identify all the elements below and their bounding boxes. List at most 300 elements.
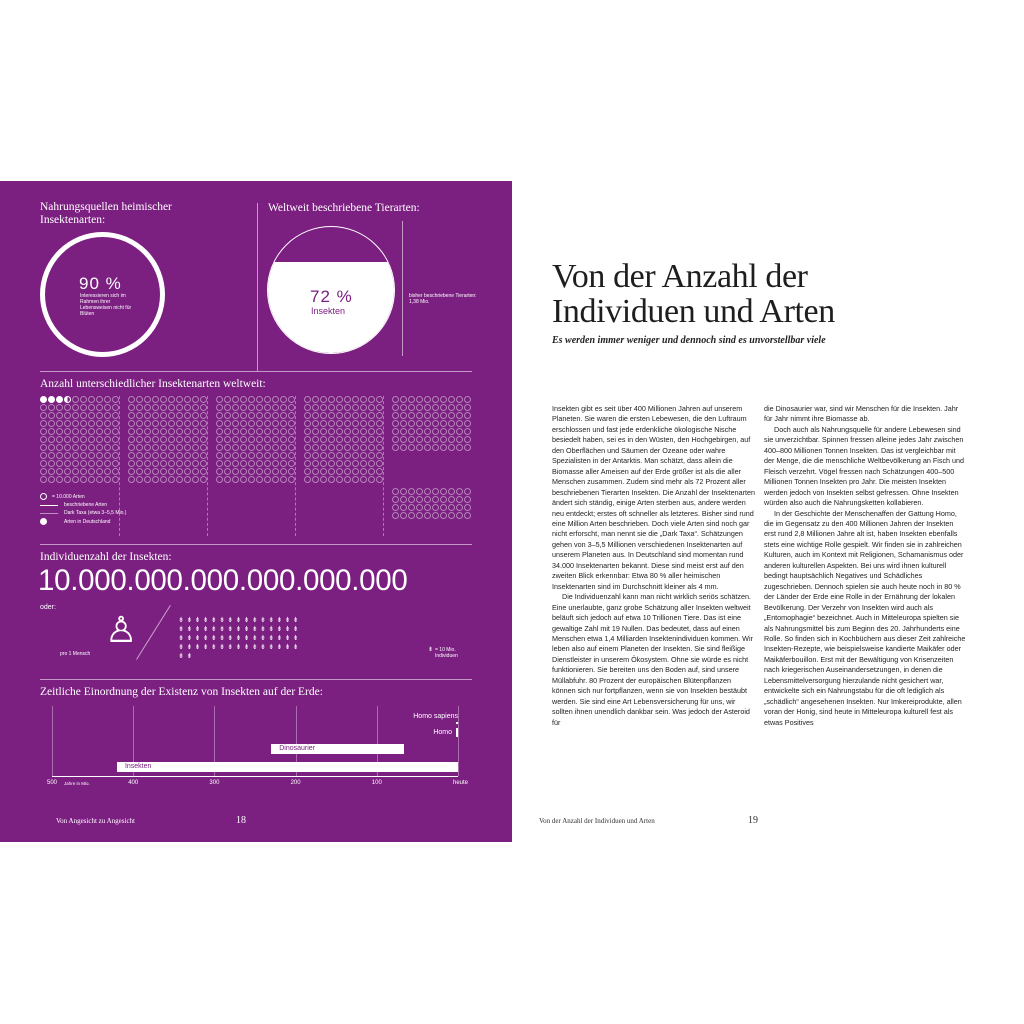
insect-pictogram: ⇟ xyxy=(235,617,242,624)
species-dot xyxy=(160,460,167,467)
species-dot xyxy=(432,396,439,403)
insect-pictogram: ⇟ xyxy=(186,626,193,633)
species-dot xyxy=(264,444,271,451)
species-dot xyxy=(344,404,351,411)
species-dot xyxy=(160,452,167,459)
species-dot xyxy=(72,468,79,475)
species-dot xyxy=(104,412,111,419)
food-sources-percent: 90 % xyxy=(79,274,122,293)
species-dot xyxy=(128,412,135,419)
timeline-bar xyxy=(456,728,458,737)
insect-pictogram: ⇟ xyxy=(219,635,225,642)
species-dot xyxy=(248,404,255,411)
species-dot xyxy=(160,420,167,427)
legend-germany: Arten in Deutschland xyxy=(64,519,111,525)
species-dot xyxy=(112,452,119,459)
species-dot xyxy=(56,396,63,403)
species-dot xyxy=(48,396,55,403)
species-dot xyxy=(104,460,111,467)
species-dot xyxy=(344,468,351,475)
species-dot xyxy=(256,420,263,427)
species-dot xyxy=(256,436,263,443)
species-dot xyxy=(344,412,351,419)
species-dot xyxy=(432,412,439,419)
species-dot xyxy=(176,452,183,459)
insect-pictogram: ⇟ xyxy=(219,626,225,633)
species-dot xyxy=(288,420,295,427)
species-dot xyxy=(96,396,103,403)
species-dot xyxy=(456,420,463,427)
species-dot xyxy=(392,420,399,427)
species-dot xyxy=(368,404,375,411)
species-dot xyxy=(128,436,135,443)
species-dot xyxy=(352,428,359,435)
species-dot xyxy=(352,412,359,419)
species-dot xyxy=(280,404,287,411)
species-dot xyxy=(464,412,471,419)
species-dot xyxy=(48,476,55,483)
species-dot xyxy=(400,428,407,435)
species-dot xyxy=(448,504,455,511)
species-dot xyxy=(248,436,255,443)
insect-pictogram: ⇟ xyxy=(260,626,266,633)
species-dot xyxy=(320,404,327,411)
species-dot xyxy=(464,444,471,451)
right-page-article xyxy=(512,181,1024,842)
species-dot xyxy=(304,452,311,459)
species-dot xyxy=(272,412,279,419)
species-dot xyxy=(360,444,367,451)
species-dot xyxy=(408,428,415,435)
species-dot xyxy=(400,496,407,503)
species-dot xyxy=(304,396,311,403)
species-dot xyxy=(336,468,343,475)
species-dot xyxy=(368,396,375,403)
species-dot xyxy=(168,444,175,451)
species-dot xyxy=(440,412,447,419)
species-dot xyxy=(200,452,207,459)
species-dot xyxy=(368,460,375,467)
species-dot xyxy=(264,404,271,411)
species-dot xyxy=(144,396,151,403)
species-dot xyxy=(136,420,143,427)
species-dot xyxy=(320,412,327,419)
species-dot xyxy=(232,428,239,435)
species-title: Weltweit beschriebene Tierarten: xyxy=(268,202,420,214)
species-dot xyxy=(416,496,423,503)
insect-pictogram: ⇟ xyxy=(227,626,234,633)
species-dot xyxy=(48,404,55,411)
species-dot xyxy=(152,452,159,459)
species-dot xyxy=(184,428,191,435)
species-dot xyxy=(224,460,231,467)
species-dot xyxy=(432,504,439,511)
species-dot xyxy=(200,444,207,451)
dot-grid-block xyxy=(40,396,119,483)
divider-vertical xyxy=(257,203,258,371)
species-dot xyxy=(256,444,263,451)
species-dot xyxy=(400,488,407,495)
species-dot xyxy=(408,444,415,451)
species-dot xyxy=(112,476,119,483)
species-dot xyxy=(344,436,351,443)
species-dot xyxy=(176,404,183,411)
species-dot xyxy=(96,420,103,427)
timeline-tick-label: 400 xyxy=(128,780,139,786)
species-dot xyxy=(320,452,327,459)
slash-divider xyxy=(136,605,171,660)
species-dot xyxy=(168,476,175,483)
species-dot xyxy=(64,412,71,419)
species-dot xyxy=(232,404,239,411)
insect-pictogram: ⇟ xyxy=(268,635,275,642)
species-dot xyxy=(424,396,431,403)
species-dot xyxy=(392,396,399,403)
species-dot xyxy=(144,436,151,443)
species-dot xyxy=(288,444,295,451)
species-dot xyxy=(200,420,207,427)
species-dot xyxy=(336,452,343,459)
species-dot xyxy=(248,476,255,483)
species-dot xyxy=(312,444,319,451)
species-dot xyxy=(232,452,239,459)
insect-pictogram: ⇟ xyxy=(292,617,299,624)
species-dot xyxy=(272,476,279,483)
species-dot xyxy=(344,460,351,467)
species-dot xyxy=(376,444,383,451)
timeline-tick-label: 200 xyxy=(290,780,301,786)
species-dot xyxy=(288,404,295,411)
species-dot xyxy=(352,420,359,427)
article-title xyxy=(552,259,835,329)
species-dot xyxy=(424,504,431,511)
species-dot xyxy=(64,404,71,411)
species-dot xyxy=(352,444,359,451)
species-dot xyxy=(200,468,207,475)
species-dot xyxy=(72,412,79,419)
species-dot xyxy=(256,460,263,467)
species-dot xyxy=(200,476,207,483)
species-dot xyxy=(88,436,95,443)
species-dot xyxy=(312,468,319,475)
species-dot xyxy=(240,404,247,411)
insect-pictogram: ⇟ xyxy=(186,635,193,642)
species-dot xyxy=(72,476,79,483)
species-dot xyxy=(216,436,223,443)
species-dot xyxy=(280,460,287,467)
species-dot xyxy=(280,396,287,403)
species-dot xyxy=(72,452,79,459)
species-dot xyxy=(160,396,167,403)
species-dot xyxy=(128,404,135,411)
species-dot xyxy=(448,496,455,503)
species-dot xyxy=(160,412,167,419)
species-dot xyxy=(288,396,295,403)
species-dot xyxy=(64,460,71,467)
species-dot xyxy=(344,420,351,427)
species-dot xyxy=(392,436,399,443)
col1-paragraph-2: Die Individuenzahl kann man nicht wirklich seriös schätzen. Eine unerlaubte, ganz grobe Schätzung aller Insekten weltweit beläuft sich jedoch auf etwa 10 Trillionen Tiere. Das ist eine gewaltige Zahl mit 19 Nullen. Das bedeutet, dass auf einen Menschen etwa 1,4 Milliarden Insektenindividuen kommen. Wir leben also auf einem Planeten der Insekten. Sie sind fleißige Dienstleister in unserem Ökosystem. Ohne sie würde es nicht funktionieren. Sie bereiten uns den Boden auf, sind unsere Müllabfuhr. 80 Prozent der europäischen Blütenpflanzen können sich nur fortpflanzen, wenn sie von Insekten bestäubt werden. Sie sind eine Art Lebensversicherung für uns, wir sollten ihnen unendlich dankbar sein. Was jedoch der Asteroid für xyxy=(552,592,753,727)
species-dot xyxy=(352,476,359,483)
species-dot xyxy=(232,420,239,427)
insect-pictogram: ⇟ xyxy=(186,644,193,651)
food-sources-caption: Interessieren sich im Rahmen ihrer Lebensweisen nicht für Blüten xyxy=(80,293,132,317)
species-dot xyxy=(440,428,447,435)
species-dot xyxy=(256,468,263,475)
insect-pictogram: ⇟ xyxy=(178,617,185,624)
species-dot xyxy=(80,476,87,483)
timeline-label: Homo xyxy=(433,729,452,736)
right-page-number: 19 xyxy=(748,815,758,826)
species-dot xyxy=(440,496,447,503)
dot-grid-block xyxy=(392,396,471,451)
species-dot xyxy=(264,412,271,419)
species-dot xyxy=(312,476,319,483)
species-dot xyxy=(40,468,47,475)
species-dot xyxy=(400,436,407,443)
species-dot xyxy=(408,436,415,443)
species-dot xyxy=(248,444,255,451)
insect-pictogram: ⇟ xyxy=(276,635,283,642)
species-dot xyxy=(352,396,359,403)
insect-pictogram: ⇟ xyxy=(178,626,185,633)
species-dot xyxy=(104,444,111,451)
species-dot xyxy=(72,428,79,435)
species-dot xyxy=(392,512,399,519)
insect-pictogram: ⇟ xyxy=(210,635,217,642)
species-dot xyxy=(88,460,95,467)
insect-pictogram: ⇟ xyxy=(243,644,250,651)
species-dot xyxy=(224,468,231,475)
species-dot xyxy=(376,404,383,411)
species-dot xyxy=(112,404,119,411)
species-dot xyxy=(240,476,247,483)
insect-pictogram: ⇟ xyxy=(210,644,217,651)
species-dot xyxy=(368,412,375,419)
species-dot xyxy=(40,436,47,443)
species-dot xyxy=(40,420,47,427)
species-dot xyxy=(360,428,367,435)
species-dot xyxy=(408,512,415,519)
species-dot xyxy=(408,404,415,411)
species-dot xyxy=(304,460,311,467)
species-dot xyxy=(456,512,463,519)
species-dot xyxy=(376,452,383,459)
species-dot xyxy=(104,468,111,475)
species-dot xyxy=(128,420,135,427)
species-dot xyxy=(216,452,223,459)
species-dot xyxy=(48,420,55,427)
species-dot xyxy=(64,444,71,451)
species-dot xyxy=(256,452,263,459)
species-dot xyxy=(128,444,135,451)
dot-grid-block xyxy=(392,488,471,519)
species-dot xyxy=(272,444,279,451)
species-dot xyxy=(312,452,319,459)
species-dot xyxy=(320,460,327,467)
species-dot xyxy=(216,460,223,467)
species-dot xyxy=(280,444,287,451)
species-dot xyxy=(416,396,423,403)
species-dot xyxy=(144,452,151,459)
dot-grid-block xyxy=(128,396,207,483)
species-dot xyxy=(64,396,71,403)
species-dot xyxy=(264,436,271,443)
insect-pictogram: ⇟ xyxy=(292,644,299,651)
insect-pictogram: ⇟ xyxy=(243,617,250,624)
insect-pictogram: ⇟ xyxy=(251,635,258,642)
species-dot xyxy=(264,468,271,475)
species-dot xyxy=(224,404,231,411)
species-dot xyxy=(352,460,359,467)
species-dot xyxy=(104,452,111,459)
species-dot xyxy=(192,412,199,419)
species-dot xyxy=(80,396,87,403)
species-dot xyxy=(440,444,447,451)
species-dot xyxy=(176,444,183,451)
species-dot xyxy=(136,452,143,459)
species-dot xyxy=(96,404,103,411)
species-dot xyxy=(288,428,295,435)
species-dot xyxy=(48,412,55,419)
insect-pictogram: ⇟ xyxy=(235,635,242,642)
species-dot xyxy=(392,504,399,511)
insect-pictogram: ⇟ xyxy=(251,626,258,633)
species-dot xyxy=(232,412,239,419)
insect-pictogram: ⇟ xyxy=(202,644,209,651)
individuals-or: oder: xyxy=(40,604,56,611)
dot-grid-separator xyxy=(295,396,297,536)
species-dot xyxy=(264,476,271,483)
species-dot xyxy=(192,476,199,483)
species-dot xyxy=(80,452,87,459)
species-dot xyxy=(184,452,191,459)
species-dot xyxy=(424,428,431,435)
insect-pictogram: ⇟ xyxy=(243,635,250,642)
species-dot xyxy=(248,428,255,435)
insect-pictogram: ⇟ xyxy=(268,626,275,633)
individuals-title: Individuenzahl der Insekten: xyxy=(40,551,172,563)
right-footer-title: Von der Anzahl der Individuen und Arten xyxy=(539,817,655,825)
species-dot xyxy=(240,396,247,403)
species-dot xyxy=(152,444,159,451)
species-dot xyxy=(88,428,95,435)
insect-pictogram: ⇟ xyxy=(210,626,217,633)
species-dot xyxy=(144,412,151,419)
species-dot xyxy=(184,420,191,427)
species-dot xyxy=(56,404,63,411)
species-dot xyxy=(248,468,255,475)
species-dot xyxy=(416,404,423,411)
species-dot xyxy=(272,428,279,435)
species-dot xyxy=(304,420,311,427)
species-dot xyxy=(424,488,431,495)
species-dot xyxy=(264,460,271,467)
insect-pictogram-grid xyxy=(177,617,300,660)
legend-unit-icon xyxy=(40,493,47,500)
insect-pictogram: ⇟ xyxy=(284,644,291,651)
species-dot xyxy=(152,404,159,411)
species-dot xyxy=(88,404,95,411)
species-dot xyxy=(56,476,63,483)
species-dot xyxy=(168,452,175,459)
species-dot xyxy=(80,468,87,475)
species-dot xyxy=(136,396,143,403)
species-dot xyxy=(64,428,71,435)
species-dot xyxy=(64,436,71,443)
species-dot xyxy=(40,412,47,419)
insect-pictogram: ⇟ xyxy=(284,626,291,633)
species-dot xyxy=(400,404,407,411)
species-dot xyxy=(328,420,335,427)
species-dot xyxy=(448,512,455,519)
species-dot xyxy=(448,444,455,451)
species-note: bisher beschriebene Tierarten: 1,38 Mio. xyxy=(409,293,477,305)
insect-pictogram: ⇟ xyxy=(178,635,185,642)
species-dot xyxy=(80,436,87,443)
species-dot xyxy=(456,428,463,435)
species-dot xyxy=(160,428,167,435)
species-dot xyxy=(144,404,151,411)
species-dot xyxy=(160,476,167,483)
species-dot xyxy=(344,452,351,459)
species-dot xyxy=(56,460,63,467)
species-dot xyxy=(304,476,311,483)
species-dot xyxy=(368,452,375,459)
timeline-axis xyxy=(52,776,458,777)
species-dot xyxy=(96,476,103,483)
species-dot xyxy=(96,460,103,467)
species-dot xyxy=(40,404,47,411)
species-dot xyxy=(240,460,247,467)
species-dot xyxy=(184,468,191,475)
species-dot xyxy=(464,396,471,403)
species-dot xyxy=(440,396,447,403)
species-dot xyxy=(352,404,359,411)
species-dot xyxy=(328,452,335,459)
species-dot xyxy=(400,396,407,403)
insect-pictogram: ⇟ xyxy=(292,635,299,642)
insect-pictogram: ⇟ xyxy=(194,617,201,624)
species-dot xyxy=(448,436,455,443)
species-dot xyxy=(376,428,383,435)
species-dot xyxy=(320,476,327,483)
species-dot xyxy=(112,444,119,451)
species-dot xyxy=(104,436,111,443)
species-dot xyxy=(136,428,143,435)
species-dot xyxy=(104,428,111,435)
divider-horizontal-3 xyxy=(40,679,472,680)
species-dot xyxy=(160,444,167,451)
species-dot xyxy=(144,460,151,467)
species-dot xyxy=(376,436,383,443)
col2-paragraph-1: die Dinosaurier war, sind wir Menschen für die Insekten. Jahr für Jahr nimmt ihre Biomasse ab. xyxy=(764,404,959,424)
species-dot xyxy=(272,436,279,443)
species-dot xyxy=(216,476,223,483)
species-dot xyxy=(40,428,47,435)
species-dot xyxy=(336,420,343,427)
species-dot xyxy=(312,396,319,403)
left-page-infographic xyxy=(0,181,512,842)
species-dot xyxy=(408,396,415,403)
species-dot xyxy=(344,396,351,403)
species-dot xyxy=(376,396,383,403)
species-dot xyxy=(72,460,79,467)
insect-pictogram: ⇟ xyxy=(227,644,234,651)
species-dot xyxy=(160,436,167,443)
timeline-tick-label: 300 xyxy=(209,780,220,786)
species-dot xyxy=(336,476,343,483)
